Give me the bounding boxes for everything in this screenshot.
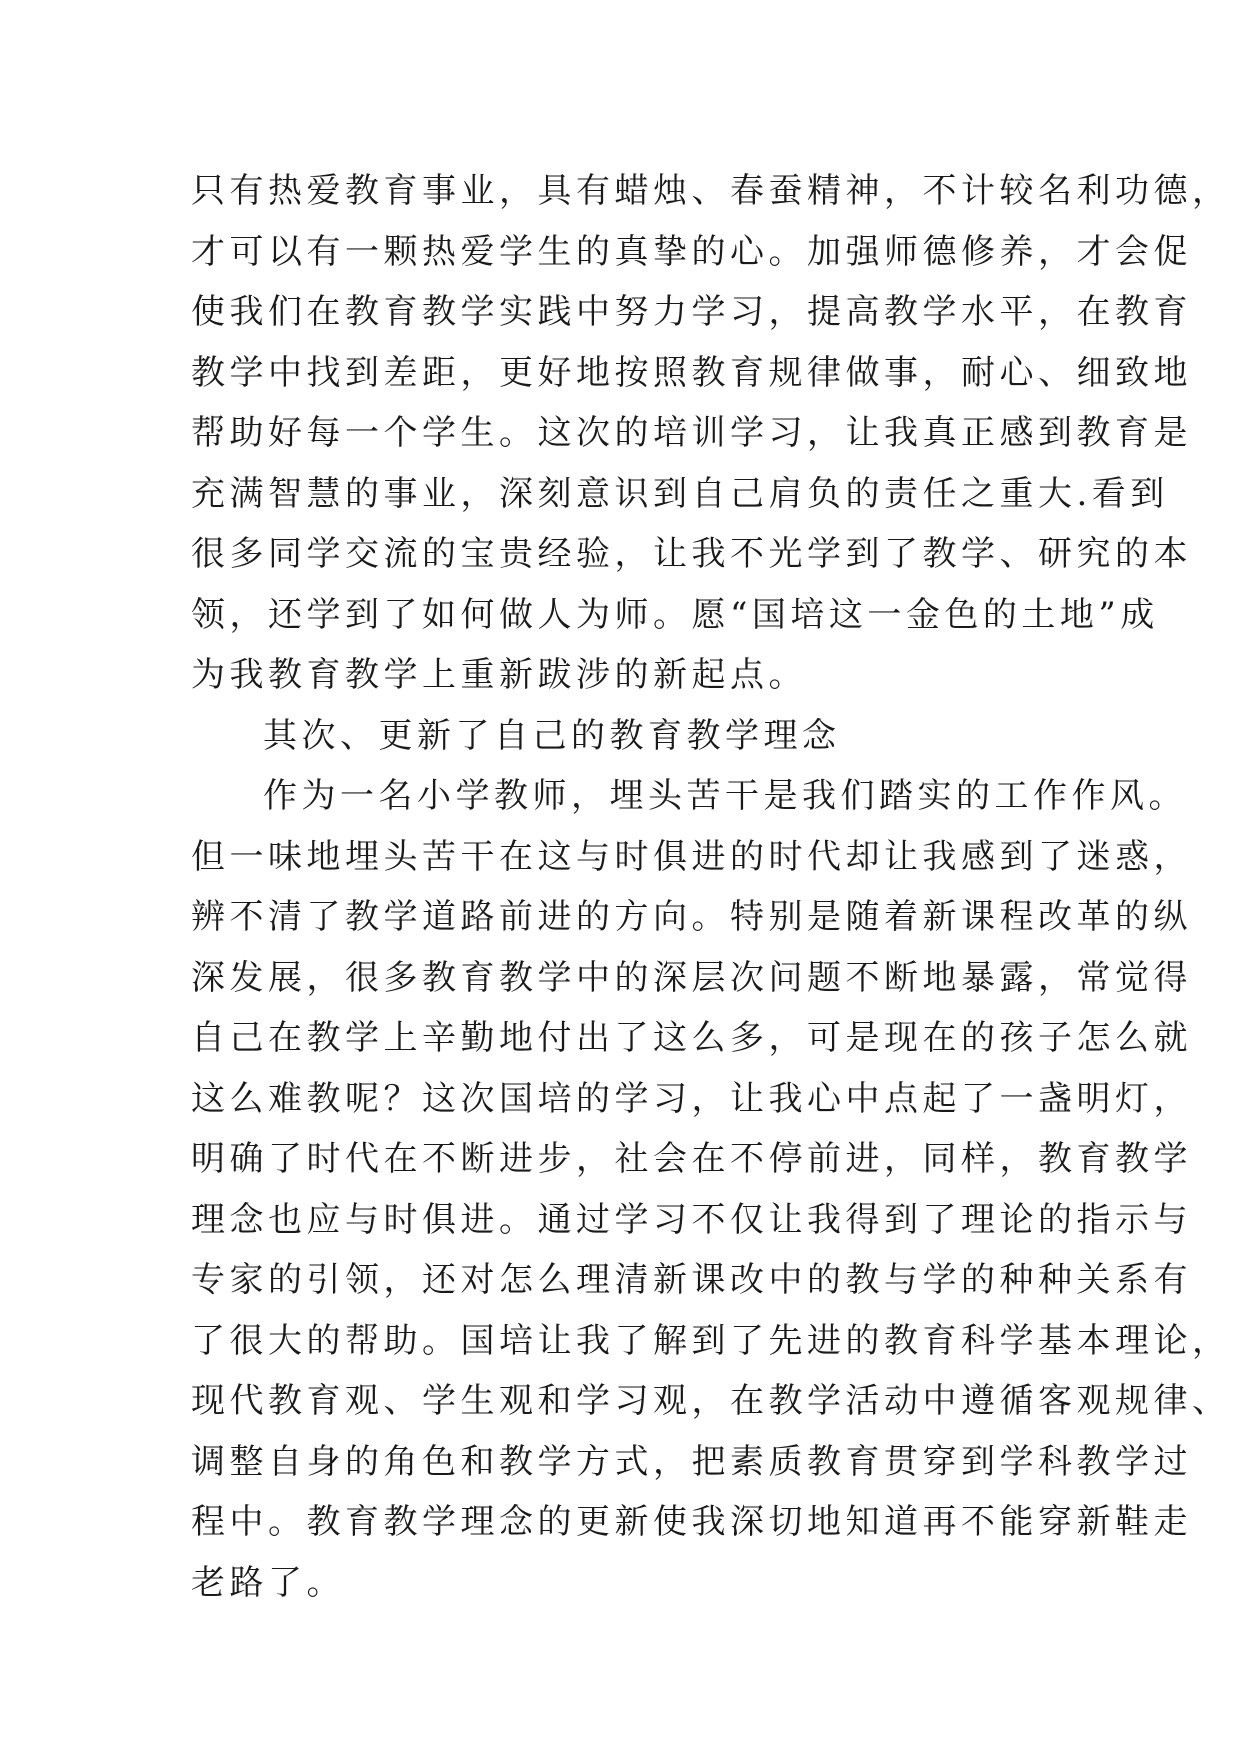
section-heading: 其次、更新了自己的教育教学理念 [263, 715, 841, 756]
text-line: 专家的引领，还对怎么理清新课改中的教与学的种种关系有 [191, 1260, 1192, 1300]
text-line: 辨不清了教学道路前进的方向。特别是随着新课程改革的纵 [191, 897, 1192, 937]
text-line: 程中。教育教学理念的更新使我深切地知道再不能穿新鞋走 [191, 1502, 1192, 1542]
text-line: 这么难教呢？这次国培的学习，让我心中点起了一盏明灯， [191, 1078, 1192, 1119]
text-line: 教学中找到差距，更好地按照教育规律做事，耐心、细致地 [191, 352, 1192, 393]
document-body [191, 161, 1231, 1613]
text-line: 充满智慧的事业，深刻意识到自己肩负的责任之重大.看到 [191, 473, 1169, 514]
text-line: 了很大的帮助。国培让我了解到了先进的教育科学基本理论， [191, 1320, 1231, 1361]
paragraph-start-line: 作为一名小学教师，埋头苦干是我们踏实的工作作风。 [263, 776, 1187, 816]
text-line: 现代教育观、学生观和学习观，在教学活动中遵循客观规律、 [191, 1381, 1231, 1421]
text-line: 明确了时代在不断进步，社会在不停前进，同样，教育教学 [191, 1139, 1192, 1179]
text-line: 为我教育教学上重新跋涉的新起点。 [191, 655, 807, 695]
text-line: 只有热爱教育事业，具有蜡烛、春蚕精神，不计较名利功德， [191, 171, 1231, 211]
text-line: 自己在教学上辛勤地付出了这么多，可是现在的孩子怎么就 [191, 1018, 1192, 1058]
text-line: 帮助好每一个学生。这次的培训学习，让我真正感到教育是 [191, 413, 1192, 453]
text-line: 理念也应与时俱进。通过学习不仅让我得到了理论的指示与 [191, 1199, 1192, 1240]
text-line: 很多同学交流的宝贵经验，让我不光学到了教学、研究的本 [191, 534, 1192, 574]
text-line: 但一味地埋头苦干在这与时俱进的时代却让我感到了迷惑， [191, 836, 1192, 877]
text-line: 调整自身的角色和教学方式，把素质教育贯穿到学科教学过 [191, 1441, 1192, 1482]
text-line: 领，还学到了如何做人为师。愿“国培这一金色的土地”成 [191, 594, 1159, 635]
text-line: 才可以有一颗热爱学生的真挚的心。加强师德修养，才会促 [191, 231, 1192, 272]
text-line: 深发展，很多教育教学中的深层次问题不断地暴露，常觉得 [191, 957, 1192, 998]
text-line: 老路了。 [191, 1562, 345, 1603]
text-line: 使我们在教育教学实践中努力学习，提高教学水平，在教育 [191, 292, 1192, 332]
